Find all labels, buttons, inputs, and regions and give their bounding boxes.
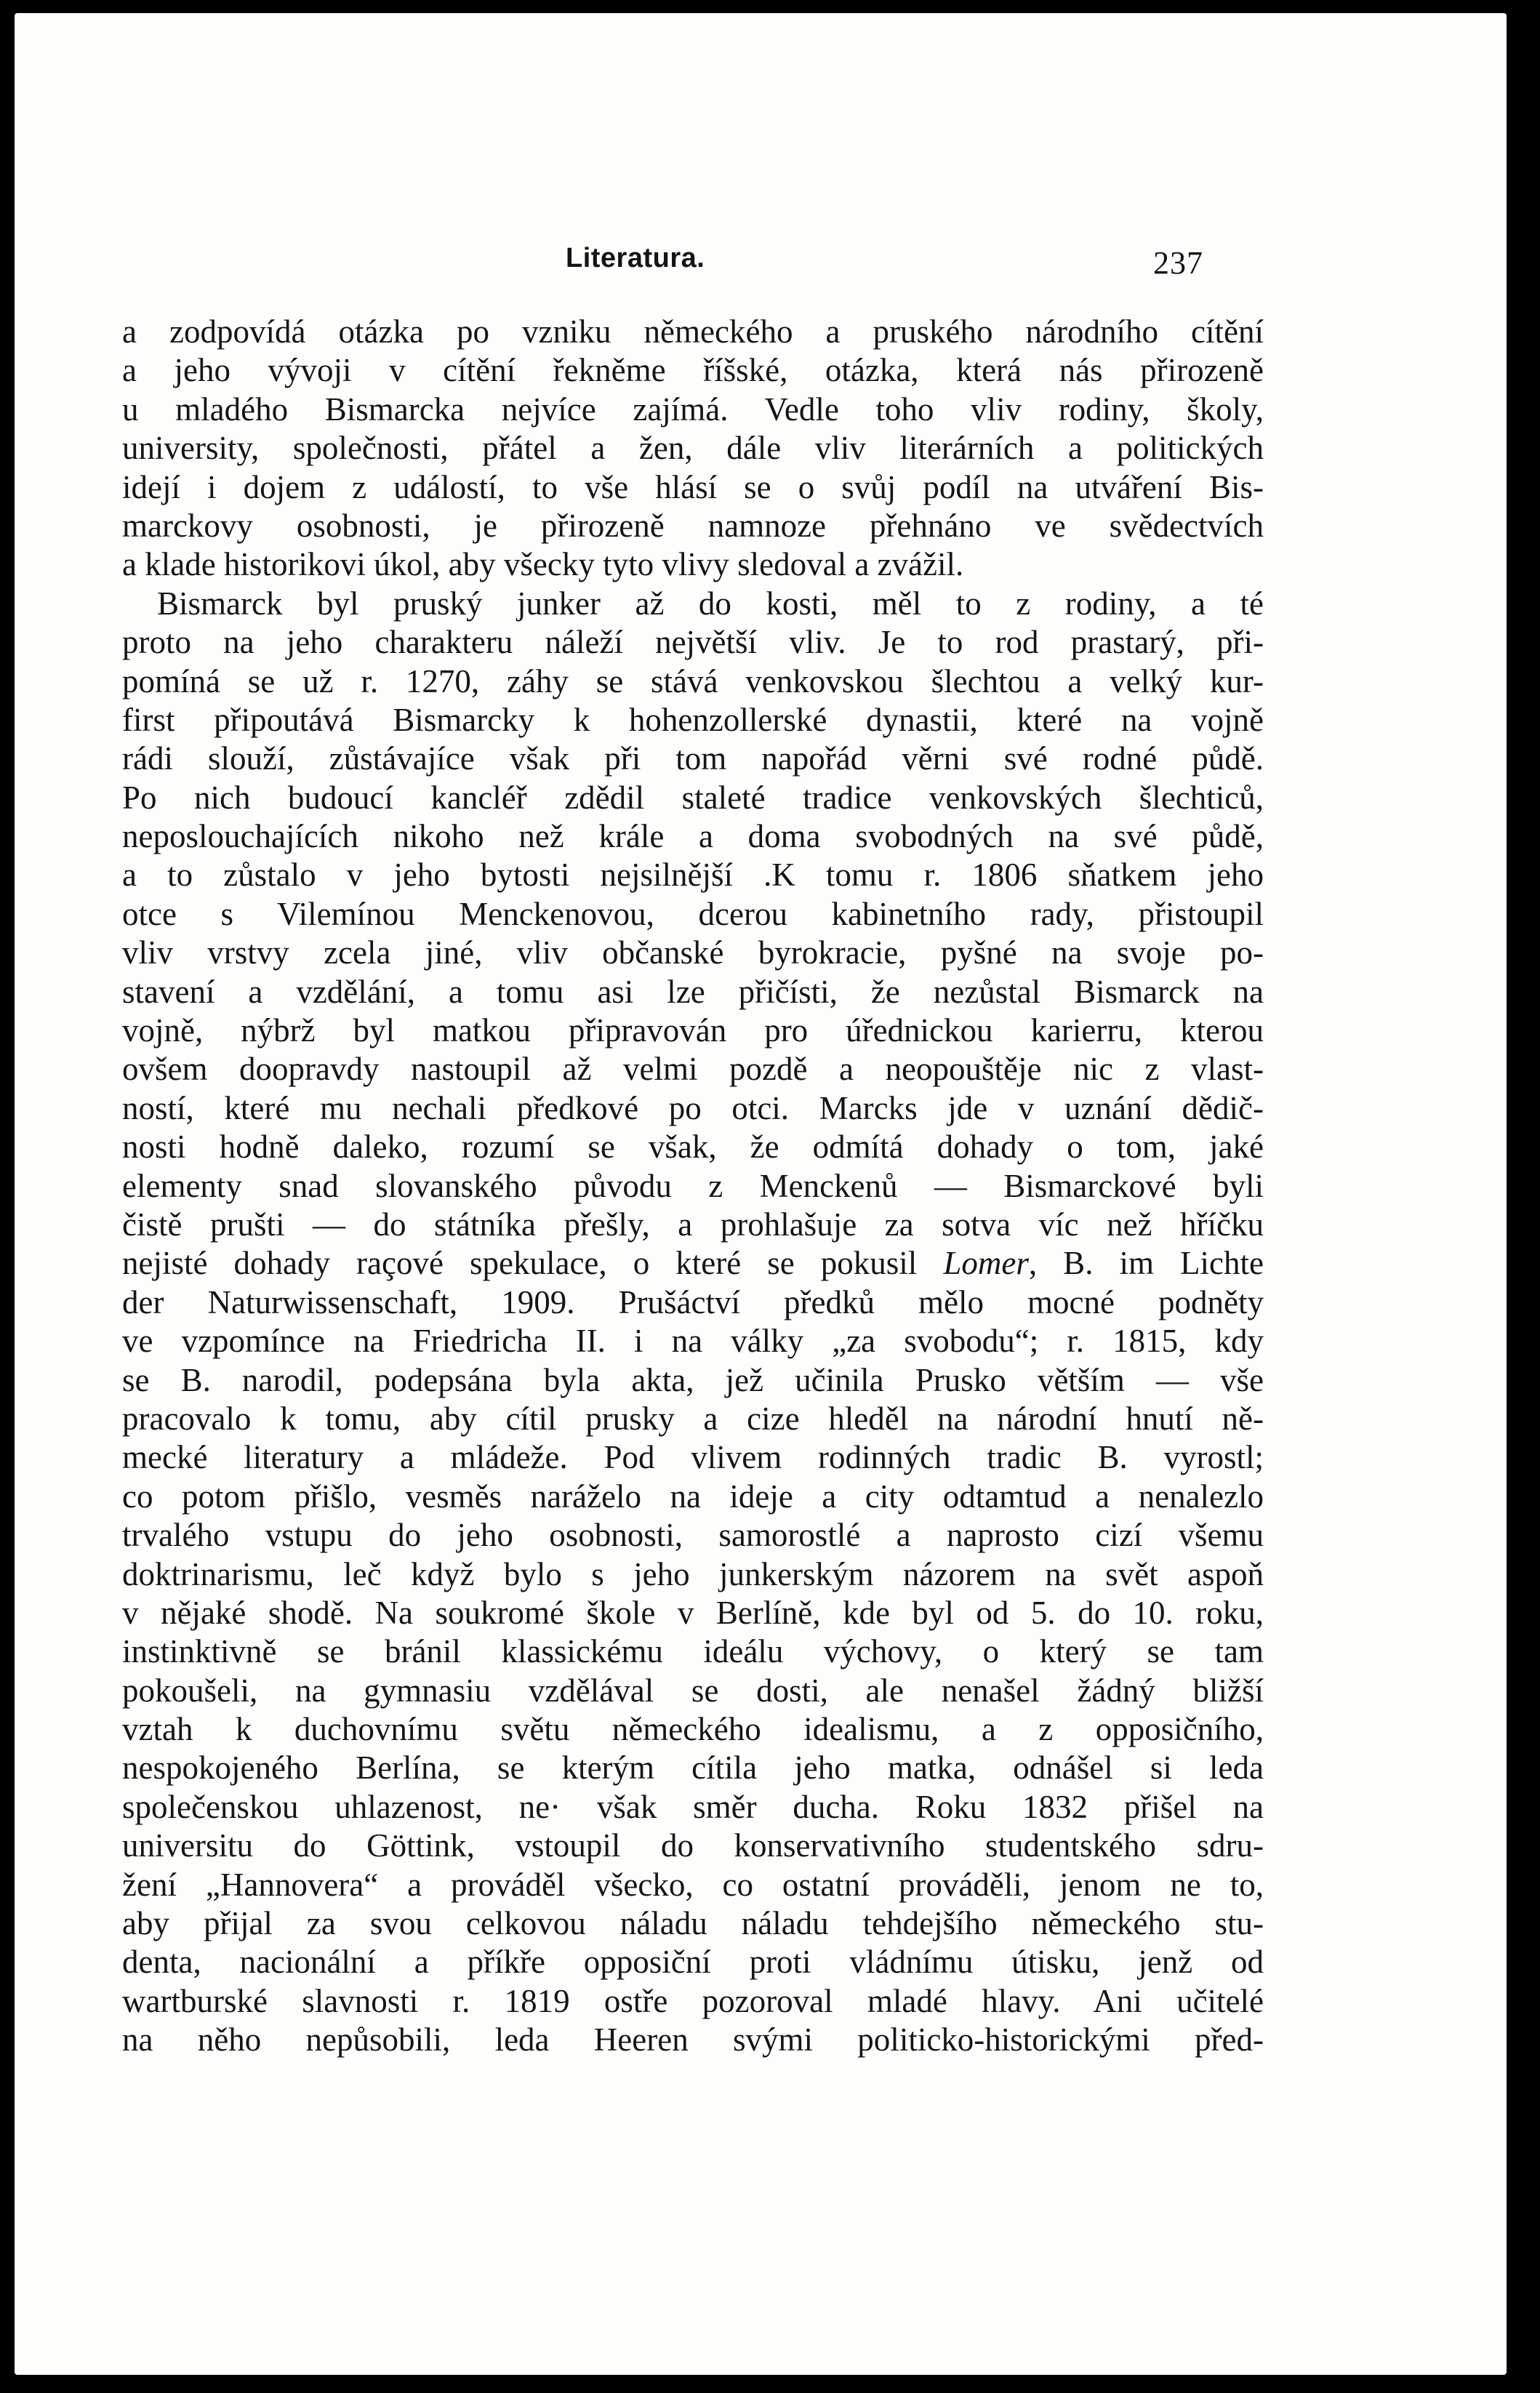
text-line: ovšem doopravdy nastoupil až velmi pozdě a neopouštěje nic z vlast- bbox=[122, 1051, 1264, 1088]
page-header bbox=[15, 243, 1507, 286]
text-line: pracovalo k tomu, aby cítil prusky a cize hleděl na národní hnutí ně- bbox=[122, 1400, 1264, 1437]
text-line: first připoutává Bismarcky k hohenzollerské dynastii, které na vojně bbox=[122, 701, 1264, 738]
text-line: u mladého Bismarcka nejvíce zajímá. Vedle toho vliv rodiny, školy, bbox=[122, 390, 1264, 428]
text-line: universitu do Göttink, vstoupil do konservativního studentského sdru- bbox=[122, 1827, 1264, 1864]
text-line: společenskou uhlazenost, ne· však směr ducha. Roku 1832 přišel na bbox=[122, 1788, 1264, 1825]
text-line: stavení a vzdělání, a tomu asi lze přičísti, že nezůstal Bismarck na bbox=[122, 973, 1264, 1010]
text-line: denta, nacionální a příkře opposiční proti vládnímu útisku, jenž od bbox=[122, 1944, 1264, 1981]
text-line: ností, které mu nechali předkové po otci. Marcks jde v uznání dědič- bbox=[122, 1089, 1264, 1126]
text-line: a to zůstalo v jeho bytosti nejsilnější .K tomu r. 1806 sňatkem jeho bbox=[122, 857, 1264, 894]
text-line: se B. narodil, podepsána byla akta, jež učinila Prusko větším — vše bbox=[122, 1361, 1264, 1398]
text-line: wartburské slavnosti r. 1819 ostře pozoroval mladé hlavy. Ani učitelé bbox=[122, 1982, 1264, 2019]
text-line: vztah k duchovnímu světu německého idealismu, a z opposičního, bbox=[122, 1711, 1264, 1748]
text-line: vojně, nýbrž byl matkou připravován pro úřednickou karierru, kterou bbox=[122, 1012, 1264, 1049]
text-line: žení „Hannovera“ a prováděl všecko, co ostatní prováděli, jenom ne to, bbox=[122, 1866, 1264, 1903]
text-line: idejí i dojem z událostí, to vše hlásí se o svůj podíl na utváření Bis- bbox=[122, 468, 1264, 505]
text-line: instinktivně se bránil klassickému ideálu výchovy, o který se tam bbox=[122, 1633, 1264, 1670]
page-number: 237 bbox=[1153, 245, 1203, 281]
text-line: v nějaké shodě. Na soukromé škole v Berlíně, kde byl od 5. do 10. roku, bbox=[122, 1594, 1264, 1631]
text-line: mecké literatury a mládeže. Pod vlivem rodinných tradic B. vyrostl; bbox=[122, 1439, 1264, 1476]
text-line: nespokojeného Berlína, se kterým cítila jeho matka, odnášel si leda bbox=[122, 1749, 1264, 1787]
text-line: a klade historikovi úkol, aby všecky tyto vlivy sledoval a zvážil. bbox=[122, 546, 964, 583]
text-line: university, společnosti, přátel a žen, dále vliv literárních a politických bbox=[122, 430, 1264, 467]
text-line: pomíná se už r. 1270, záhy se stává venkovskou šlechtou a velký kur- bbox=[122, 662, 1264, 700]
text-line: marckovy osobnosti, je přirozeně namnoze přehnáno ve svědectvích bbox=[122, 507, 1264, 544]
text-line: rádi slouží, zůstávajíce však při tom napořád věrni své rodné půdě. bbox=[122, 740, 1264, 777]
text-line: otce s Vilemínou Menckenovou, dcerou kabinetního rady, přistoupil bbox=[122, 895, 1264, 932]
text-line: co potom přišlo, vesměs naráželo na ideje a city odtamtud a nenalezlo bbox=[122, 1478, 1264, 1515]
text-line: a zodpovídá otázka po vzniku německého a pruského národního cítění bbox=[122, 313, 1264, 350]
text-line: čistě prušti — do státníka přešly, a prohlašuje za sotva víc než hříčku bbox=[122, 1206, 1264, 1243]
book-page bbox=[15, 13, 1507, 2375]
text-line: Po nich budoucí kancléř zdědil staleté tradice venkovských šlechticů, bbox=[122, 779, 1264, 816]
text-line: doktrinarismu, leč když bylo s jeho junkerským názorem na svět aspoň bbox=[122, 1555, 1264, 1592]
text-line: ve vzpomínce na Friedricha II. i na války „za svobodu“; r. 1815, kdy bbox=[122, 1323, 1264, 1360]
text-line: nosti hodně daleko, rozumí se však, že odmítá dohady o tom, jaké bbox=[122, 1129, 1264, 1166]
text-line: vliv vrstvy zcela jiné, vliv občanské byrokracie, pyšné na svoje po- bbox=[122, 934, 1264, 971]
running-title: Literatura. bbox=[566, 243, 705, 273]
body-text bbox=[122, 313, 1264, 2060]
text-line: proto na jeho charakteru náleží největší vliv. Je to rod prastarý, při- bbox=[122, 624, 1264, 661]
text-line: Bismarck byl pruský junker až do kosti, měl to z rodiny, a té bbox=[157, 585, 1264, 622]
text-line: na něho nepůsobili, leda Heeren svými politicko-historickými před- bbox=[122, 2021, 1264, 2059]
text-line: nejisté dohady raçové spekulace, o které se pokusil Lomer, B. im Lichte bbox=[122, 1245, 1264, 1282]
text-line: trvalého vstupu do jeho osobnosti, samorostlé a naprosto cizí všemu bbox=[122, 1517, 1264, 1554]
text-line: a jeho vývoji v cítění řekněme říšské, otázka, která nás přirozeně bbox=[122, 352, 1264, 389]
text-line: der Naturwissenschaft, 1909. Prušáctví předků mělo mocné podněty bbox=[122, 1283, 1264, 1320]
text-line: neposlouchajících nikoho než krále a doma svobodných na své půdě, bbox=[122, 818, 1264, 855]
text-line: pokoušeli, na gymnasiu vzdělával se dosti, ale nenašel žádný bližší bbox=[122, 1672, 1264, 1709]
text-line: aby přijal za svou celkovou náladu náladu tehdejšího německého stu- bbox=[122, 1905, 1264, 1942]
text-line: elementy snad slovanského původu z Menckenů — Bismarckové byli bbox=[122, 1167, 1264, 1204]
